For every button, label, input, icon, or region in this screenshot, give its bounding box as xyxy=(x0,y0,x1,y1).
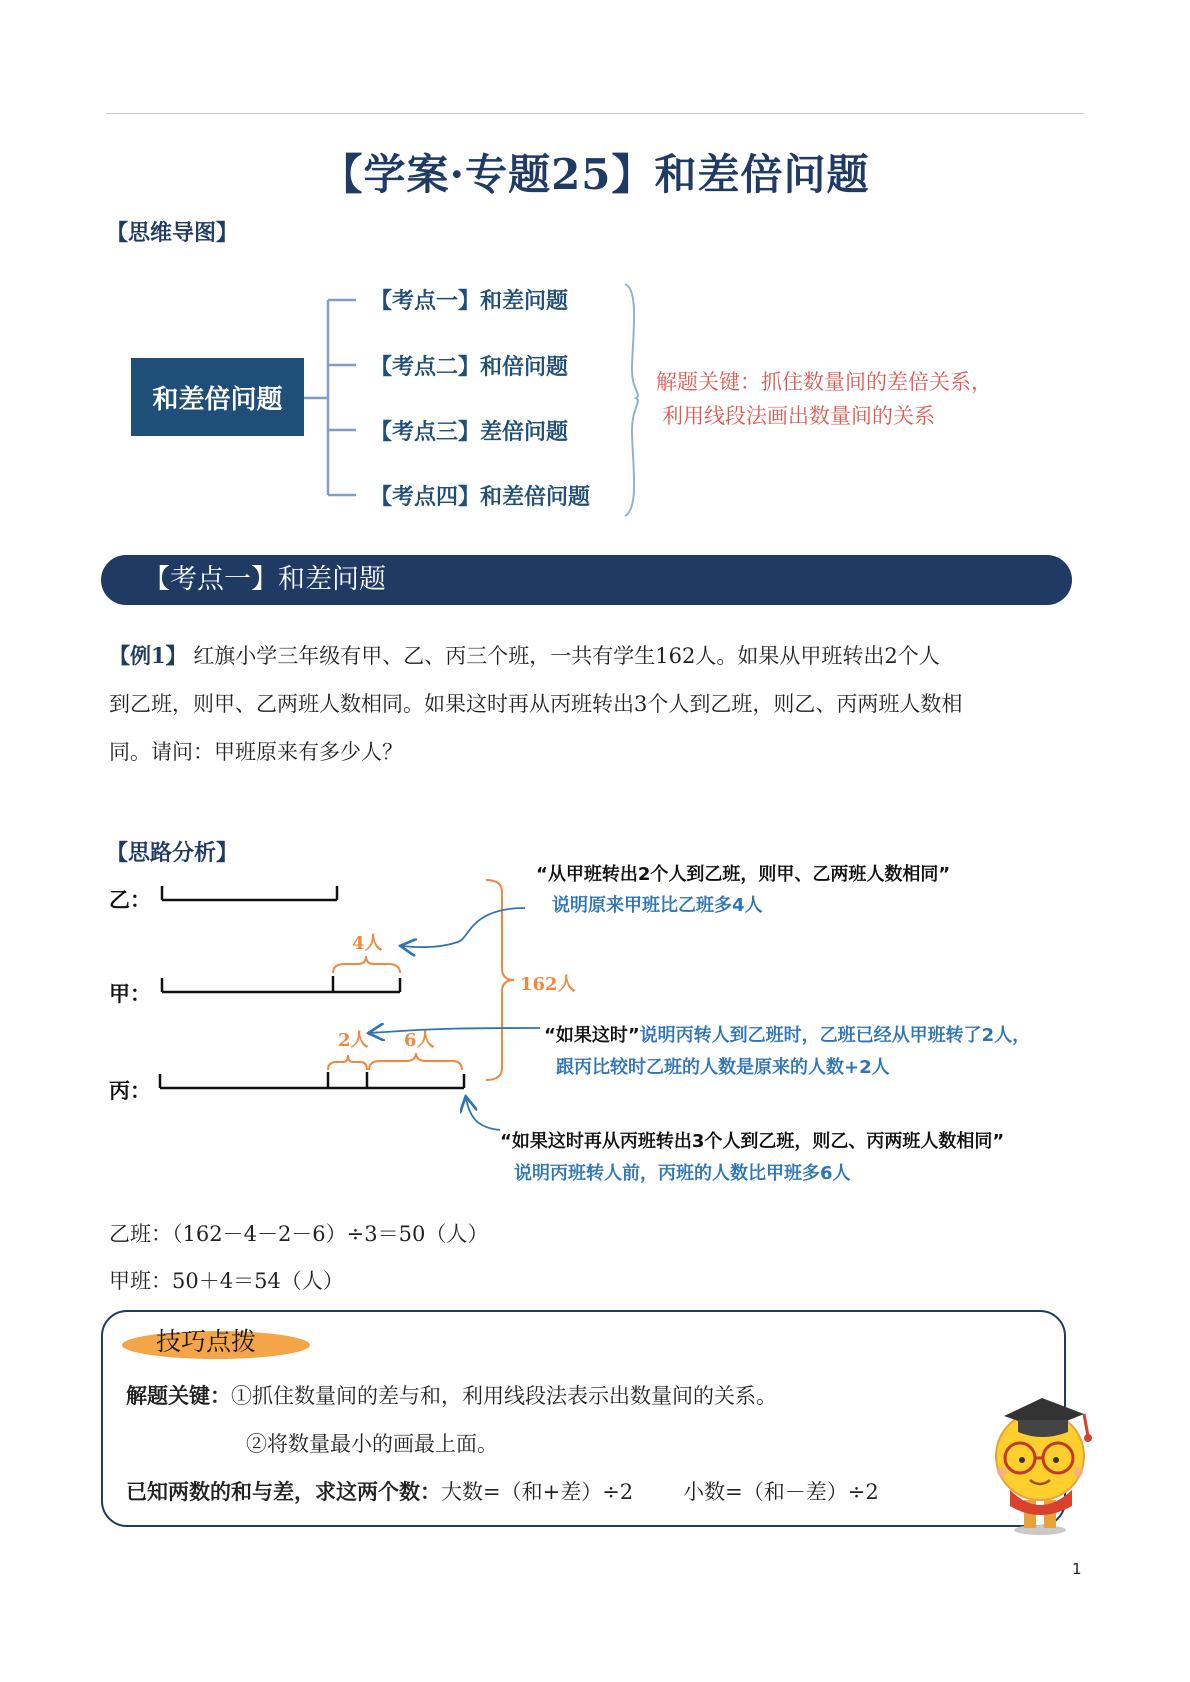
mascot-icon xyxy=(980,1380,1120,1540)
tips-key-1: ①抓住数量间的差与和，利用线段法表示出数量间的关系。 xyxy=(231,1384,777,1408)
label-total: 162人 xyxy=(520,974,576,995)
example-tag: 【例1】 xyxy=(109,643,187,668)
note-2a: 说明丙转人到乙班时，乙班已经从甲班转了2人， xyxy=(639,1025,1031,1046)
mindmap-item-2: 【考点二】和倍问题 xyxy=(370,355,569,380)
note-1: 说明原来甲班比乙班多4人 xyxy=(552,895,763,916)
segment-yi xyxy=(162,886,337,900)
example-line-1 xyxy=(109,632,1089,680)
quote-3: “如果这时再从丙班转出3个人到乙班，则乙、丙两班人数相同” xyxy=(500,1131,1005,1152)
tips-formula-line xyxy=(126,1476,879,1506)
page-number: 1 xyxy=(1072,1560,1082,1578)
brace-4 xyxy=(333,956,400,973)
label-4-people: 4人 xyxy=(352,933,383,954)
tips-formula-label: 已知两数的和与差，求这两个数： xyxy=(126,1480,441,1504)
quote-1: “从甲班转出2个人到乙班，则甲、乙两班人数相同” xyxy=(536,864,951,885)
mindmap-center: 和差倍问题 xyxy=(131,358,304,436)
analysis-label: 【思路分析】 xyxy=(106,841,239,866)
page-title: 【学案·专题25】和差倍问题 xyxy=(320,150,870,199)
label-bing: 丙： xyxy=(109,1079,151,1103)
brace-6 xyxy=(369,1053,462,1070)
brace-2 xyxy=(328,1055,367,1070)
mindmap-item-3: 【考点三】差倍问题 xyxy=(370,420,569,445)
segment-bing xyxy=(160,1072,464,1088)
tips-key-line-1 xyxy=(126,1380,777,1410)
tips-key-2: ②将数量最小的画最上面。 xyxy=(246,1432,498,1456)
header-rule xyxy=(106,113,1084,114)
tips-tag: 技巧点拨 xyxy=(156,1327,257,1356)
quote-2-line xyxy=(544,1021,1030,1047)
tips-key-label: 解题关键： xyxy=(126,1384,231,1408)
quote-2: “如果这时” xyxy=(544,1025,640,1046)
example-line-2: 到乙班，则甲、乙两班人数相同。如果这时再从丙班转出3个人到乙班，则乙、丙两班人数相 xyxy=(109,692,963,716)
solution-line-2: 甲班：50＋4＝54（人） xyxy=(109,1269,344,1293)
solution-line-1: 乙班：（162－4－2－6）÷3＝50（人） xyxy=(109,1222,489,1246)
label-yi: 乙： xyxy=(109,888,151,912)
mindmap-item-4: 【考点四】和差倍问题 xyxy=(370,485,591,510)
note-2b: 跟丙比较时乙班的人数是原来的人数+2人 xyxy=(556,1057,890,1078)
mindmap-key-line-1: 解题关键：抓住数量间的差倍关系， xyxy=(656,370,992,394)
note-3: 说明丙班转人前，丙班的人数比甲班多6人 xyxy=(514,1163,851,1184)
mindmap-key-line-2: 利用线段法画出数量间的关系 xyxy=(662,404,935,428)
tips-formula-big: 大数=（和+差）÷2 xyxy=(441,1480,634,1504)
label-2-people: 2人 xyxy=(338,1030,369,1051)
label-6-people: 6人 xyxy=(404,1030,435,1051)
line-segment-diagram xyxy=(140,860,560,1110)
example-line-3: 同。请问：甲班原来有多少人？ xyxy=(109,740,403,764)
section-bar: 【考点一】和差问题 xyxy=(101,555,1072,605)
segment-jia xyxy=(162,976,400,992)
mindmap-label: 【思维导图】 xyxy=(106,221,239,246)
tips-formula-small: 小数=（和－差）÷2 xyxy=(683,1480,879,1504)
label-jia: 甲： xyxy=(109,982,151,1006)
mindmap-item-1: 【考点一】和差问题 xyxy=(370,289,569,314)
example-text-1: 红旗小学三年级有甲、乙、丙三个班，一共有学生162人。如果从甲班转出2个人 xyxy=(193,644,940,668)
